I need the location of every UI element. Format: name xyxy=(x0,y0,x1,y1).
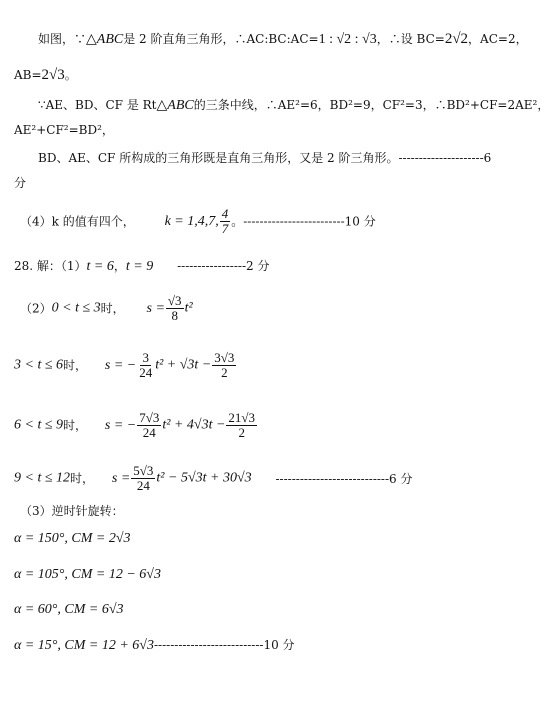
p4-dash: -------------------------10 分 xyxy=(243,214,376,229)
s2-n1: 3 xyxy=(142,350,149,365)
p3-b: 分 xyxy=(14,176,27,190)
p1-tri: △ABC xyxy=(86,32,124,47)
p4-b: 。 xyxy=(231,214,244,229)
p1-ab: 2√3 xyxy=(41,67,65,83)
p1-ratio: 1 : √2 : √3 xyxy=(318,32,377,47)
p1-a: 如图，∵ xyxy=(38,32,87,46)
q28-dash2: ----------------------------6 分 xyxy=(275,471,413,486)
para-2-line-2 xyxy=(14,122,114,138)
q28-r3 xyxy=(14,601,124,618)
q28-r2 xyxy=(14,566,161,583)
s1-frac xyxy=(166,294,184,323)
p4-frac-d: 7 xyxy=(221,221,229,236)
q28-cond2: 3 < t ≤ 6 xyxy=(14,357,64,373)
p1-b: 是 2 阶直角三角形，∴AC:BC:AC= xyxy=(123,32,319,46)
q28-dash1: -----------------2 分 xyxy=(177,259,270,273)
p2-c: AE²+CF²=BD²， xyxy=(14,123,114,137)
s2-d1: 24 xyxy=(139,365,153,380)
s2-frac2 xyxy=(212,351,236,380)
s4-d1: 24 xyxy=(136,478,150,493)
q28-s2-row xyxy=(14,345,237,386)
s1-tail: t² xyxy=(184,300,193,316)
s2-d2: 2 xyxy=(221,365,228,380)
s3-lhs: s = − xyxy=(104,417,137,433)
p1-e: AB= xyxy=(14,68,42,82)
s2-mid: t² + √3t − xyxy=(155,357,212,373)
p4-k: k = 1,4,7, xyxy=(164,213,219,229)
s2-lhs: s = − xyxy=(104,357,137,373)
q28-dash3: ---------------------------10 分 xyxy=(153,638,295,652)
r2: α = 105°, CM = 12 − 6√3 xyxy=(14,567,161,582)
s2-n2: 3√3 xyxy=(214,350,235,365)
s3-frac1 xyxy=(137,411,161,440)
q28-p2-label: （2） xyxy=(20,301,52,316)
p1-d: ，AC=2， xyxy=(468,32,528,46)
q28-r4 xyxy=(14,637,295,654)
q28-t2: t = 9 xyxy=(125,259,154,274)
s1-d: 8 xyxy=(171,308,178,323)
q28-when2: 时， xyxy=(63,358,88,373)
s1-n: √3 xyxy=(167,293,182,308)
r4: α = 15°, CM = 12 + 6√3 xyxy=(14,638,154,653)
q28-cond1: 0 < t ≤ 3 xyxy=(51,300,101,316)
r1: α = 150°, CM = 2√3 xyxy=(14,531,131,546)
para-1-line-2 xyxy=(14,67,77,83)
s3-mid: t² + 4√3t − xyxy=(162,417,226,433)
q28-p3-label: （3）逆时针旋转： xyxy=(20,504,124,518)
p4-a: （4）k 的值有四个， xyxy=(20,214,135,229)
q28-s1-row xyxy=(20,288,193,329)
q28-s3-row xyxy=(14,405,258,446)
r3: α = 60°, CM = 6√3 xyxy=(14,602,124,617)
s3-n1: 7√3 xyxy=(139,410,160,425)
para-2-line-1 xyxy=(38,97,549,114)
q28-s4-row xyxy=(14,458,412,499)
p4-frac-n: 4 xyxy=(221,206,229,221)
s4-n1: 5√3 xyxy=(133,463,154,478)
q28-head: 28. 解：（1） xyxy=(14,259,87,273)
s3-d2: 2 xyxy=(238,425,245,440)
q28-cond4: 9 < t ≤ 12 xyxy=(14,470,71,486)
p1-c: ，∴设 BC= xyxy=(376,32,445,46)
s1-lhs: s = xyxy=(146,300,165,316)
q28-cond3: 6 < t ≤ 9 xyxy=(14,417,64,433)
para-1-line-1 xyxy=(38,31,528,48)
p3-a: BD、AE、CF 所构成的三角形既是直角三角形，又是 2 阶三角形。 xyxy=(38,151,399,165)
part-4 xyxy=(20,206,376,237)
p1-f: 。 xyxy=(64,68,77,82)
p2-b: 的三条中线，∴AE²=6，BD²=9，CF²=3，∴BD²+CF=2AE²， xyxy=(193,98,549,112)
q28-t1: t = 6 xyxy=(86,259,114,274)
p4-frac xyxy=(220,207,231,236)
p3-dash: ---------------------6 xyxy=(398,151,492,165)
q28-r1 xyxy=(14,530,131,547)
para-3-line-1 xyxy=(38,150,491,166)
s4-mid: t² − 5√3t + 30√3 xyxy=(156,470,252,486)
q28-part-1 xyxy=(14,258,269,275)
q28-sep: ， xyxy=(113,259,126,273)
q28-when1: 时， xyxy=(100,301,125,316)
s2-frac1 xyxy=(137,351,154,380)
p2-tri: △ABC xyxy=(156,98,194,113)
s3-d1: 24 xyxy=(142,425,156,440)
q28-when3: 时， xyxy=(63,418,88,433)
p1-bc: 2√2 xyxy=(444,31,469,47)
p2-a: ∵AE、BD、CF 是 Rt xyxy=(38,98,157,112)
s3-frac2 xyxy=(226,411,257,440)
s4-lhs: s = xyxy=(111,470,131,486)
s4-frac1 xyxy=(131,464,155,493)
q28-part-3-label xyxy=(20,503,124,519)
s3-n2: 21√3 xyxy=(228,410,256,425)
q28-when4: 时， xyxy=(70,471,95,486)
para-3-line-2 xyxy=(14,175,26,191)
